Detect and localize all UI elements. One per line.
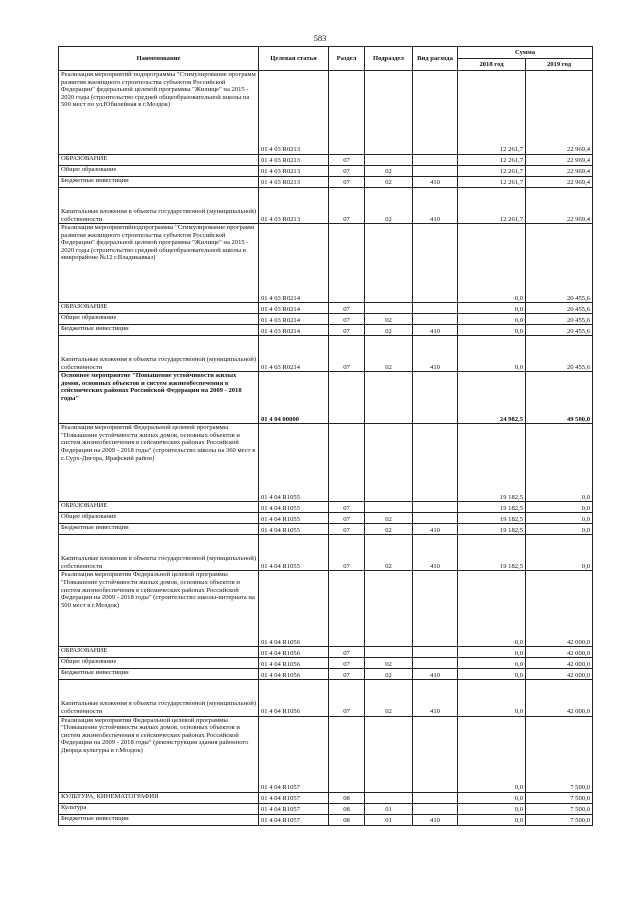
row-section: [329, 571, 365, 647]
col-header-kind: Вид расхода: [413, 47, 458, 71]
row-target-code: 01 4 04 R1056: [259, 680, 329, 716]
col-header-name: Наименование: [59, 47, 259, 71]
row-target-code: 01 4 04 R1057: [259, 716, 329, 792]
row-section: 07: [329, 188, 365, 224]
row-subsection: 02: [365, 314, 413, 325]
table-row: [59, 658, 593, 669]
row-sum-2018: 19 182,5: [458, 524, 526, 535]
row-sum-2018: 12 261,7: [458, 188, 526, 224]
row-name: Реализация мероприятий подпрограммы "Стимулирование программ развития жилищного строительства субъектов Российской Федерации" федеральной целевой программы "Жилище" на 2015 - 2020 годы (строительство средней общеобразовательной школы на 500 мест по ул.Юбилейная в г.Моздок): [59, 71, 259, 155]
row-section: 07: [329, 647, 365, 658]
row-expense-kind: 410: [413, 680, 458, 716]
row-sum-2019: 0,0: [526, 524, 593, 535]
row-subsection: [365, 303, 413, 314]
row-expense-kind: 410: [413, 336, 458, 372]
row-sum-2018: 0,0: [458, 224, 526, 303]
row-expense-kind: [413, 803, 458, 814]
table-row: [59, 669, 593, 680]
row-sum-2019: 22 969,4: [526, 71, 593, 155]
table-row: [59, 680, 593, 716]
table-row: [59, 325, 593, 336]
row-name: Капитальные вложения в объекты государственной (муниципальной) собственности: [59, 680, 259, 716]
row-sum-2019: 42 000,0: [526, 647, 593, 658]
col-header-target: Целевая статья: [259, 47, 329, 71]
row-subsection: [365, 647, 413, 658]
table-row: [59, 188, 593, 224]
row-target-code: 01 4 03 R0213: [259, 71, 329, 155]
row-subsection: 02: [365, 177, 413, 188]
row-expense-kind: 410: [413, 325, 458, 336]
row-subsection: [365, 224, 413, 303]
row-sum-2018: 12 261,7: [458, 166, 526, 177]
row-name: Реализация мероприятийподпрограммы "Стимулирование программ развития жилищного строительства субъектов Российской Федерации" федеральной целевой программы "Жилище" на 2015 - 2020 годы (строительство средней общеобразовательной школы в микрорайоне №12 г.Владикавказ): [59, 224, 259, 303]
row-name: Основное мероприятие "Повышение устойчивости жилых домов, основных объектов и систем жизнеобеспечения в сейсмических районах Российской Федерации на 2009 - 2018 годы": [59, 372, 259, 424]
row-section: [329, 716, 365, 792]
row-subsection: [365, 716, 413, 792]
row-expense-kind: [413, 716, 458, 792]
row-section: 07: [329, 502, 365, 513]
row-sum-2019: 0,0: [526, 502, 593, 513]
row-subsection: [365, 792, 413, 803]
row-expense-kind: 410: [413, 188, 458, 224]
row-expense-kind: 410: [413, 535, 458, 571]
row-subsection: 02: [365, 535, 413, 571]
row-sum-2018: 19 182,5: [458, 535, 526, 571]
col-header-sum: Сумма: [458, 47, 593, 59]
row-target-code: 01 4 04 R1055: [259, 535, 329, 571]
row-subsection: 02: [365, 188, 413, 224]
table-row: [59, 155, 593, 166]
row-expense-kind: [413, 71, 458, 155]
table-row: [59, 571, 593, 647]
table-row: [59, 314, 593, 325]
row-target-code: 01 4 04 R1056: [259, 571, 329, 647]
row-sum-2019: 0,0: [526, 535, 593, 571]
row-subsection: [365, 71, 413, 155]
row-sum-2019: 0,0: [526, 424, 593, 502]
row-sum-2018: 12 261,7: [458, 155, 526, 166]
row-target-code: 01 4 03 R0214: [259, 314, 329, 325]
row-subsection: 02: [365, 658, 413, 669]
row-section: 07: [329, 325, 365, 336]
row-subsection: 02: [365, 680, 413, 716]
row-target-code: 01 4 04 R1056: [259, 647, 329, 658]
row-sum-2019: 20 455,6: [526, 325, 593, 336]
row-section: 07: [329, 513, 365, 524]
row-expense-kind: [413, 571, 458, 647]
table-row: [59, 71, 593, 155]
row-target-code: 01 4 04 R1056: [259, 669, 329, 680]
row-sum-2018: 19 182,5: [458, 502, 526, 513]
row-sum-2019: 20 455,6: [526, 314, 593, 325]
table-row: [59, 803, 593, 814]
row-expense-kind: 410: [413, 669, 458, 680]
row-subsection: [365, 571, 413, 647]
table-row: [59, 224, 593, 303]
row-sum-2018: 12 261,7: [458, 177, 526, 188]
row-sum-2019: 22 969,4: [526, 155, 593, 166]
row-section: [329, 224, 365, 303]
row-target-code: 01 4 04 R1055: [259, 502, 329, 513]
row-subsection: 02: [365, 166, 413, 177]
row-expense-kind: [413, 792, 458, 803]
row-expense-kind: 410: [413, 524, 458, 535]
table-row: [59, 535, 593, 571]
row-sum-2018: 0,0: [458, 716, 526, 792]
row-target-code: 01 4 04 R1057: [259, 803, 329, 814]
row-sum-2018: 19 182,5: [458, 424, 526, 502]
row-name: Бюджетные инвестиции: [59, 814, 259, 825]
table-header: [59, 47, 593, 71]
row-expense-kind: [413, 303, 458, 314]
row-target-code: 01 4 03 R0214: [259, 303, 329, 314]
row-name: ОБРАЗОВАНИЕ: [59, 303, 259, 314]
row-target-code: 01 4 04 R1055: [259, 424, 329, 502]
row-name: Общее образование: [59, 658, 259, 669]
row-section: 07: [329, 535, 365, 571]
row-sum-2019: 7 500,0: [526, 792, 593, 803]
row-sum-2018: 0,0: [458, 792, 526, 803]
col-header-2019: 2019 год: [526, 59, 593, 71]
row-target-code: 01 4 04 R1055: [259, 513, 329, 524]
row-name: Реализация мероприятия Федеральной целевой программы "Повышение устойчивости жилых домов, основных объектов и систем жизнеобеспечения в сейсмических районах Российской Федерации на 2009 - 2018 годы" (строительство школы-интерната на 500 мест в г.Моздок): [59, 571, 259, 647]
row-sum-2018: 0,0: [458, 803, 526, 814]
table-row: [59, 502, 593, 513]
table-row: [59, 524, 593, 535]
row-target-code: 01 4 03 R0213: [259, 177, 329, 188]
row-subsection: 02: [365, 669, 413, 680]
row-sum-2019: 0,0: [526, 513, 593, 524]
row-sum-2018: 0,0: [458, 571, 526, 647]
col-header-subsection: Подраздел: [365, 47, 413, 71]
row-sum-2018: 0,0: [458, 314, 526, 325]
row-section: 07: [329, 177, 365, 188]
budget-table: [58, 46, 593, 826]
table-row: [59, 513, 593, 524]
row-section: 07: [329, 669, 365, 680]
row-sum-2019: 22 969,4: [526, 166, 593, 177]
row-name: ОБРАЗОВАНИЕ: [59, 155, 259, 166]
row-sum-2019: 22 969,4: [526, 177, 593, 188]
row-target-code: 01 4 04 R1056: [259, 658, 329, 669]
table-row: [59, 814, 593, 825]
row-section: [329, 372, 365, 424]
row-expense-kind: [413, 647, 458, 658]
row-expense-kind: [413, 424, 458, 502]
row-sum-2019: 7 500,0: [526, 814, 593, 825]
row-sum-2018: 0,0: [458, 814, 526, 825]
row-sum-2018: 0,0: [458, 325, 526, 336]
row-name: Бюджетные инвестиции: [59, 669, 259, 680]
row-sum-2018: 0,0: [458, 336, 526, 372]
row-subsection: [365, 424, 413, 502]
row-sum-2018: 24 982,5: [458, 372, 526, 424]
row-section: 07: [329, 303, 365, 314]
row-sum-2019: 7 500,0: [526, 803, 593, 814]
row-expense-kind: 410: [413, 177, 458, 188]
row-name: КУЛЬТУРА, КИНЕМАТОГРАФИЯ: [59, 792, 259, 803]
row-name: Бюджетные инвестиции: [59, 177, 259, 188]
row-sum-2018: 0,0: [458, 669, 526, 680]
table-row: [59, 424, 593, 502]
row-section: 07: [329, 166, 365, 177]
table-row: [59, 303, 593, 314]
table-body: [59, 71, 593, 826]
row-name: Реализация мероприятий Федеральной целевой программы "Повышение устойчивости жилых домов, основных объектов и систем жизнеобеспечения в сейсмических районах Российской Федерации на 2009 - 2018 годы" (строительство школы на 360 мест в с.Сурх-Дигора, Ирафский район): [59, 424, 259, 502]
row-sum-2019: 20 455,6: [526, 224, 593, 303]
row-target-code: 01 4 03 R0214: [259, 336, 329, 372]
row-expense-kind: [413, 224, 458, 303]
row-sum-2019: 7 500,0: [526, 716, 593, 792]
row-name: Капитальные вложения в объекты государственной (муниципальной) собственности: [59, 188, 259, 224]
row-subsection: [365, 372, 413, 424]
row-sum-2019: 20 455,6: [526, 336, 593, 372]
row-target-code: 01 4 03 R0213: [259, 188, 329, 224]
row-name: Общее образование: [59, 166, 259, 177]
row-name: Культура: [59, 803, 259, 814]
row-target-code: 01 4 04 R1057: [259, 814, 329, 825]
page-number: 583: [313, 33, 327, 43]
row-subsection: 01: [365, 814, 413, 825]
row-sum-2018: 0,0: [458, 647, 526, 658]
col-header-2018: 2018 год: [458, 59, 526, 71]
row-target-code: 01 4 04 00000: [259, 372, 329, 424]
row-sum-2019: 22 969,4: [526, 188, 593, 224]
row-name: ОБРАЗОВАНИЕ: [59, 502, 259, 513]
row-subsection: 02: [365, 524, 413, 535]
row-target-code: 01 4 03 R0213: [259, 155, 329, 166]
row-expense-kind: [413, 513, 458, 524]
row-target-code: 01 4 03 R0214: [259, 325, 329, 336]
row-section: 07: [329, 314, 365, 325]
row-section: 07: [329, 658, 365, 669]
row-sum-2019: 42 000,0: [526, 669, 593, 680]
row-section: 08: [329, 803, 365, 814]
row-sum-2019: 42 000,0: [526, 658, 593, 669]
row-expense-kind: [413, 658, 458, 669]
row-section: [329, 71, 365, 155]
table-row: [59, 647, 593, 658]
table-row: [59, 716, 593, 792]
row-target-code: 01 4 03 R0213: [259, 166, 329, 177]
row-target-code: 01 4 04 R1055: [259, 524, 329, 535]
row-sum-2019: 42 000,0: [526, 680, 593, 716]
row-name: Общее образование: [59, 513, 259, 524]
row-target-code: 01 4 04 R1057: [259, 792, 329, 803]
row-subsection: 01: [365, 803, 413, 814]
row-expense-kind: [413, 314, 458, 325]
table-row: [59, 336, 593, 372]
row-sum-2018: 0,0: [458, 303, 526, 314]
row-name: Реализация мероприятия Федеральной целевой программы "Повышение устойчивости жилых домов, основных объектов и систем жизнеобеспечения в сейсмических районах Российской Федерации на 2009 - 2018 годы" (реконструкция здания районного Дворца культуры в г.Моздок): [59, 716, 259, 792]
row-sum-2018: 0,0: [458, 680, 526, 716]
row-sum-2018: 12 261,7: [458, 71, 526, 155]
row-name: Бюджетные инвестиции: [59, 524, 259, 535]
row-section: 08: [329, 792, 365, 803]
row-sum-2018: 0,0: [458, 658, 526, 669]
col-header-section: Раздел: [329, 47, 365, 71]
row-section: 07: [329, 336, 365, 372]
row-expense-kind: [413, 502, 458, 513]
row-name: Капитальные вложения в объекты государственной (муниципальной) собственности: [59, 336, 259, 372]
row-section: [329, 424, 365, 502]
row-subsection: 02: [365, 513, 413, 524]
row-expense-kind: 410: [413, 814, 458, 825]
table-row: [59, 166, 593, 177]
table-row: [59, 792, 593, 803]
row-name: ОБРАЗОВАНИЕ: [59, 647, 259, 658]
row-sum-2018: 19 182,5: [458, 513, 526, 524]
row-section: 07: [329, 680, 365, 716]
row-name: Капитальные вложения в объекты государственной (муниципальной) собственности: [59, 535, 259, 571]
row-sum-2019: 49 500,0: [526, 372, 593, 424]
row-subsection: 02: [365, 325, 413, 336]
row-subsection: [365, 155, 413, 166]
row-section: 07: [329, 524, 365, 535]
row-expense-kind: [413, 166, 458, 177]
row-sum-2019: 20 455,6: [526, 303, 593, 314]
row-sum-2019: 42 000,0: [526, 571, 593, 647]
row-name: Общее образование: [59, 314, 259, 325]
row-subsection: [365, 502, 413, 513]
row-section: 07: [329, 155, 365, 166]
table-row: [59, 372, 593, 424]
table-row: [59, 177, 593, 188]
row-target-code: 01 4 03 R0214: [259, 224, 329, 303]
row-subsection: 02: [365, 336, 413, 372]
row-expense-kind: [413, 155, 458, 166]
row-section: 08: [329, 814, 365, 825]
row-expense-kind: [413, 372, 458, 424]
row-name: Бюджетные инвестиции: [59, 325, 259, 336]
